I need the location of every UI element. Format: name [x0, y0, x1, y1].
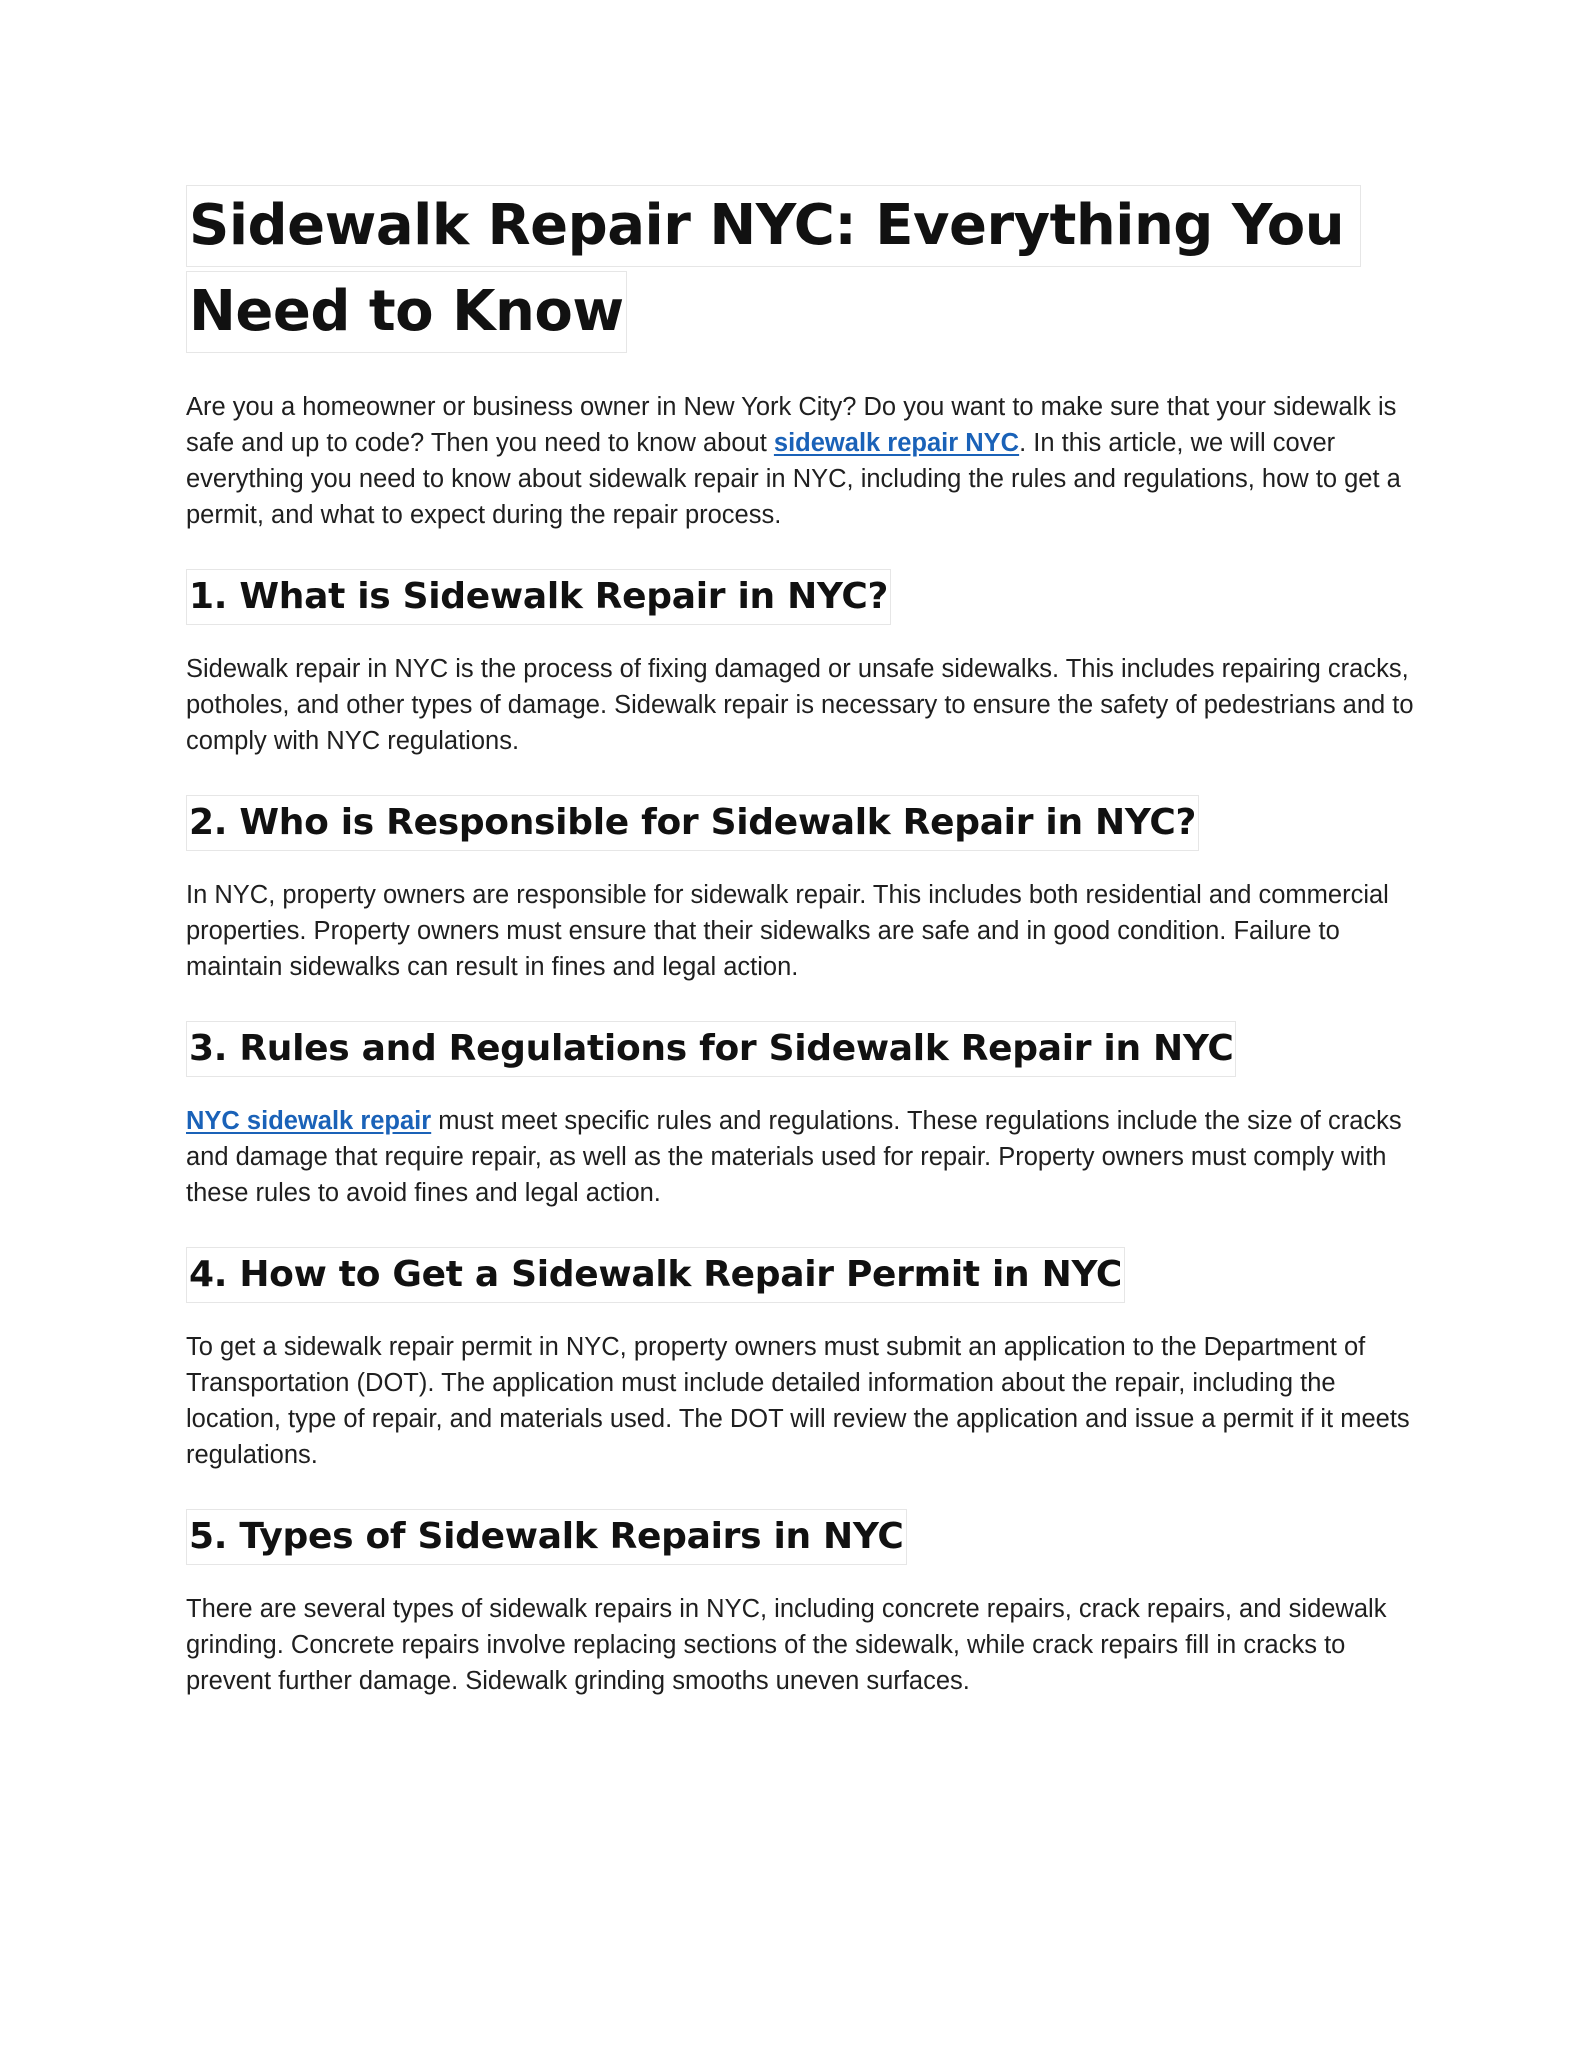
- nyc-sidewalk-repair-link[interactable]: NYC sidewalk repair: [186, 1107, 432, 1135]
- title-line-2: Need to Know: [186, 271, 627, 353]
- intro-text-after-link: . In this article, we will cover everything you need to know about sidewalk repair in NYC, including the rules and regulations, how to get a permit, and what to expect during the repair process.: [186, 429, 1401, 529]
- section-heading: 3. Rules and Regulations for Sidewalk Repair in NYC: [186, 1021, 1236, 1077]
- section-body-text: must meet specific rules and regulations. These regulations include the size of cracks and damage that require repair, as well as the materials used for repair. Property owners must comply with these rules to avoid fines and legal action.: [186, 1107, 1402, 1207]
- section-who-is-responsible: [186, 795, 1416, 985]
- article: [186, 185, 1416, 1699]
- intro-text-before-link: Are you a homeowner or business owner in New York City? Do you want to make sure that your sidewalk is safe and up to code? Then you need to know about: [186, 393, 1397, 457]
- title-line-1: Sidewalk Repair NYC: Everything You: [186, 185, 1361, 267]
- section-body: [186, 1103, 1416, 1211]
- sidewalk-repair-nyc-link[interactable]: sidewalk repair NYC: [773, 429, 1020, 457]
- section-body: There are several types of sidewalk repairs in NYC, including concrete repairs, crack repairs, and sidewalk grinding. Concrete repairs involve replacing sections of the sidewalk, while crack repairs fill in cracks to prevent further damage. Sidewalk grinding smooths uneven surfaces.: [186, 1595, 1387, 1695]
- section-what-is: [186, 569, 1416, 759]
- section-body: To get a sidewalk repair permit in NYC, property owners must submit an application to the Department of Transportation (DOT). The application must include detailed information about the repair, including the location, type of repair, and materials used. The DOT will review the application and issue a permit if it meets regulations.: [186, 1333, 1410, 1469]
- section-heading: 4. How to Get a Sidewalk Repair Permit in NYC: [186, 1247, 1125, 1303]
- section-rules-and-regulations: [186, 1021, 1416, 1211]
- section-permit: [186, 1247, 1416, 1473]
- section-heading: 5. Types of Sidewalk Repairs in NYC: [186, 1509, 907, 1565]
- section-types-of-repairs: [186, 1509, 1416, 1699]
- intro-paragraph: [186, 389, 1416, 533]
- article-title: [186, 185, 1416, 353]
- section-heading: 1. What is Sidewalk Repair in NYC?: [186, 569, 891, 625]
- section-heading: 2. Who is Responsible for Sidewalk Repair in NYC?: [186, 795, 1199, 851]
- section-body: Sidewalk repair in NYC is the process of fixing damaged or unsafe sidewalks. This includes repairing cracks, potholes, and other types of damage. Sidewalk repair is necessary to ensure the safety of pedestrians and to comply with NYC regulations.: [186, 655, 1414, 755]
- section-body: In NYC, property owners are responsible for sidewalk repair. This includes both residential and commercial properties. Property owners must ensure that their sidewalks are safe and in good condition. Failure to maintain sidewalks can result in fines and legal action.: [186, 881, 1389, 981]
